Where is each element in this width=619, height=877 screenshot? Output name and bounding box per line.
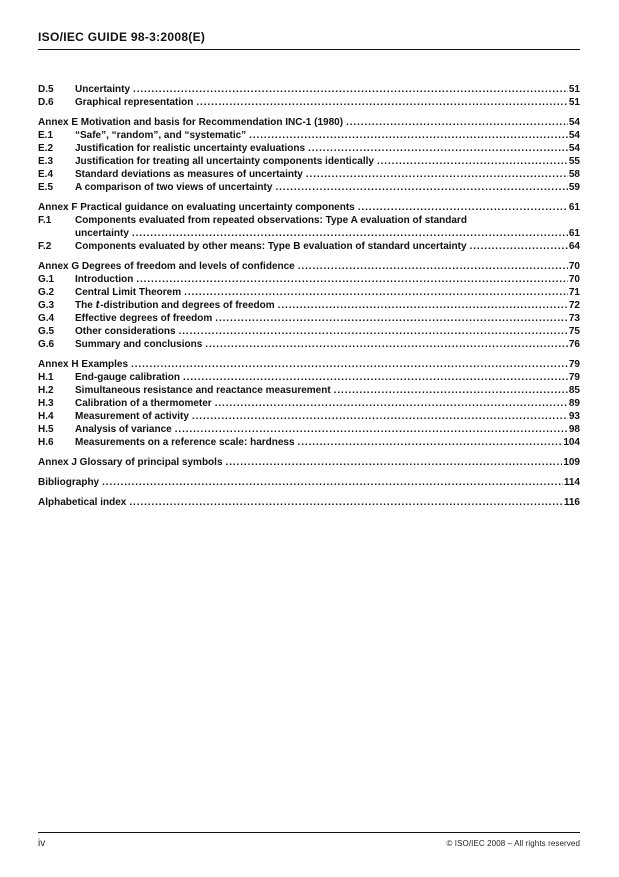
toc-entry-page: 70	[568, 274, 580, 285]
toc-entry-number: E.1	[38, 130, 54, 141]
toc-entry-title: A comparison of two views of uncertainty	[75, 182, 273, 193]
toc-entry-page: 75	[568, 326, 580, 337]
toc-entry-page: 64	[568, 241, 580, 252]
toc-entry	[38, 168, 580, 181]
toc-entry-title: Components evaluated by other means: Type B evaluation of standard uncertainty	[75, 241, 467, 252]
toc-entry	[38, 423, 580, 436]
dot-leader	[334, 384, 568, 397]
toc-entry	[38, 240, 580, 253]
dot-leader	[275, 181, 567, 194]
toc-entry	[38, 96, 580, 109]
dot-leader	[226, 456, 563, 469]
copyright-notice: © ISO/IEC 2008 – All rights reserved	[446, 839, 580, 848]
dot-leader	[215, 312, 568, 325]
toc-group	[38, 116, 580, 194]
dot-leader	[183, 371, 568, 384]
toc-entry-number: F.1	[38, 215, 52, 226]
dot-leader	[102, 476, 563, 489]
toc-entry-number: E.5	[38, 182, 54, 193]
footer-row	[38, 838, 580, 849]
toc-entry	[38, 456, 580, 469]
toc-entry	[38, 436, 580, 449]
dot-leader	[179, 325, 568, 338]
toc-entry-page: 61	[568, 202, 580, 213]
dot-leader	[136, 273, 568, 286]
toc-entry-page: 73	[568, 313, 580, 324]
toc-entry	[38, 371, 580, 384]
toc-entry-title: Calibration of a thermometer	[75, 398, 212, 409]
toc-entry	[38, 116, 580, 129]
toc-entry-page: 76	[568, 339, 580, 350]
toc-entry-page: 93	[568, 411, 580, 422]
dot-leader	[377, 155, 568, 168]
toc-entry-title-continued: uncertainty	[75, 228, 129, 239]
toc-group	[38, 358, 580, 449]
toc-entry-number: H.3	[38, 398, 54, 409]
toc-entry-page: 59	[568, 182, 580, 193]
toc-entry-number: D.5	[38, 84, 54, 95]
toc-entry-page: 54	[568, 117, 580, 128]
toc-entry-number: G.4	[38, 313, 55, 324]
dot-leader	[184, 286, 568, 299]
toc-entry	[38, 397, 580, 410]
dot-leader	[192, 410, 568, 423]
toc-entry	[38, 286, 580, 299]
toc-group	[38, 476, 580, 489]
toc-entry-number: H.1	[38, 372, 54, 383]
dot-leader	[132, 227, 568, 240]
page-footer	[38, 832, 580, 849]
toc-entry-page: 51	[568, 84, 580, 95]
toc-entry-page: 55	[568, 156, 580, 167]
toc-entry	[38, 201, 580, 214]
dot-leader	[215, 397, 568, 410]
toc-entry-title: End-gauge calibration	[75, 372, 181, 383]
toc-entry-title: Justification for realistic uncertainty evaluations	[75, 143, 306, 154]
toc-entry-page: 114	[563, 477, 580, 488]
toc-entry-page: 109	[563, 457, 580, 468]
toc-entry	[38, 358, 580, 371]
toc-entry	[38, 273, 580, 286]
toc-entry-number: G.2	[38, 287, 55, 298]
toc-entry-title: Measurements on a reference scale: hardness	[75, 437, 295, 448]
toc-entry-number: G.3	[38, 300, 55, 311]
toc-entry-title: Annex G Degrees of freedom and levels of confidence	[38, 261, 295, 272]
toc-entry	[38, 410, 580, 423]
toc-entry-title: Graphical representation	[75, 97, 194, 108]
toc-group	[38, 83, 580, 109]
toc-entry-page: 54	[568, 143, 580, 154]
toc-entry-number: H.2	[38, 385, 54, 396]
toc-entry	[38, 142, 580, 155]
toc-entry	[38, 129, 580, 142]
toc-entry-page: 61	[568, 228, 580, 239]
toc-entry-number: G.1	[38, 274, 55, 285]
toc-entry	[38, 214, 580, 227]
dot-leader	[308, 142, 568, 155]
toc-entry-title: Central Limit Theorem	[75, 287, 182, 298]
toc-entry-title: Alphabetical index	[38, 497, 127, 508]
dot-leader	[133, 83, 568, 96]
toc-entry-page: 104	[563, 437, 580, 448]
dot-leader	[205, 338, 568, 351]
toc-entry-number: H.6	[38, 437, 54, 448]
dot-leader	[196, 96, 568, 109]
toc-entry-number: F.2	[38, 241, 52, 252]
dot-leader	[131, 358, 568, 371]
toc-entry-title: Measurement of activity	[75, 411, 189, 422]
toc-group	[38, 456, 580, 469]
toc-entry	[38, 299, 580, 312]
page-header	[0, 0, 619, 50]
toc-entry-number: H.4	[38, 411, 54, 422]
toc-entry-title: Analysis of variance	[75, 424, 172, 435]
toc-entry-title: Annex E Motivation and basis for Recommendation INC-1 (1980)	[38, 117, 344, 128]
dot-leader	[298, 260, 568, 273]
toc-entry-title: Uncertainty	[75, 84, 131, 95]
toc-entry	[38, 384, 580, 397]
dot-leader	[470, 240, 568, 253]
dot-leader	[175, 423, 568, 436]
toc-entry-title: Annex H Examples	[38, 359, 129, 370]
toc-entry-page: 51	[568, 97, 580, 108]
toc-entry-number: G.5	[38, 326, 55, 337]
dot-leader	[358, 201, 568, 214]
toc-entry-title: The t-distribution and degrees of freedom	[75, 300, 275, 311]
toc-entry	[38, 312, 580, 325]
toc-entry	[38, 338, 580, 351]
dot-leader	[129, 496, 563, 509]
toc-entry-title: Other considerations	[75, 326, 176, 337]
dot-leader	[298, 436, 563, 449]
toc-entry	[38, 83, 580, 96]
toc-entry-number: H.5	[38, 424, 54, 435]
dot-leader	[249, 129, 568, 142]
toc-entry-title: Annex F Practical guidance on evaluating uncertainty components	[38, 202, 355, 213]
dot-leader	[346, 116, 568, 129]
toc-entry	[38, 496, 580, 509]
toc-entry-page: 71	[568, 287, 580, 298]
toc-entry-page: 72	[568, 300, 580, 311]
document-header-title: ISO/IEC GUIDE 98-3:2008(E)	[38, 30, 206, 44]
toc-entry	[38, 476, 580, 489]
toc-group	[38, 201, 580, 253]
toc-entry-title: Introduction	[75, 274, 134, 285]
toc-entry-title: Simultaneous resistance and reactance measurement	[75, 385, 331, 396]
toc-entry-page: 58	[568, 169, 580, 180]
toc-entry-number: E.4	[38, 169, 54, 180]
toc-entry-number: E.3	[38, 156, 54, 167]
toc-entry-title: “Safe”, “random”, and “systematic”	[75, 130, 247, 141]
toc-entry-page: 79	[568, 359, 580, 370]
toc-entry-title: Effective degrees of freedom	[75, 313, 213, 324]
toc-entry-page: 85	[568, 385, 580, 396]
toc-entry-title: Bibliography	[38, 477, 100, 488]
toc-entry-continuation	[38, 227, 580, 240]
toc-entry	[38, 325, 580, 338]
toc-entry-title: Components evaluated from repeated observations: Type A evaluation of standard	[75, 215, 467, 226]
footer-rule	[38, 832, 580, 833]
toc-group	[38, 260, 580, 351]
toc-entry-title: Summary and conclusions	[75, 339, 203, 350]
dot-leader	[306, 168, 568, 181]
toc-entry-page: 79	[568, 372, 580, 383]
toc-entry-title: Justification for treating all uncertainty components identically	[75, 156, 374, 167]
toc-entry-page: 70	[568, 261, 580, 272]
toc-entry-page: 54	[568, 130, 580, 141]
toc-entry-title: Annex J Glossary of principal symbols	[38, 457, 223, 468]
page-number: iv	[38, 838, 46, 849]
dot-leader	[278, 299, 568, 312]
toc-entry-page: 116	[563, 497, 580, 508]
table-of-contents	[0, 50, 619, 509]
toc-group	[38, 496, 580, 509]
toc-entry-page: 98	[568, 424, 580, 435]
italic-variable: t	[95, 300, 101, 311]
toc-entry-title: Standard deviations as measures of uncertainty	[75, 169, 303, 180]
toc-entry	[38, 260, 580, 273]
toc-entry	[38, 155, 580, 168]
toc-entry-number: G.6	[38, 339, 55, 350]
toc-entry-number: E.2	[38, 143, 54, 154]
toc-entry	[38, 181, 580, 194]
toc-entry-number: D.6	[38, 97, 54, 108]
toc-entry-page: 89	[568, 398, 580, 409]
